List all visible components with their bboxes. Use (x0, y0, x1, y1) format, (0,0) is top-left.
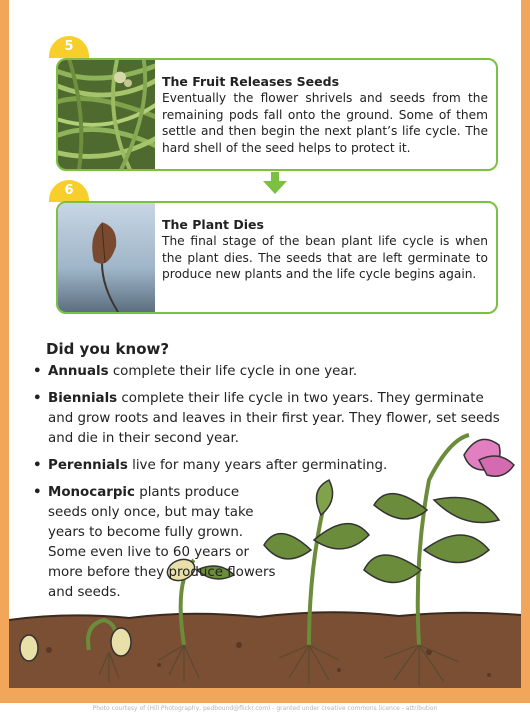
step-title: The Fruit Releases Seeds (162, 74, 340, 89)
fact-term: Annuals (48, 364, 109, 379)
step-title: The Plant Dies (162, 217, 264, 232)
fact-term: Monocarpic (48, 485, 135, 500)
list-item (33, 483, 278, 603)
list-item (33, 362, 513, 382)
green-bean-pods-photo (58, 60, 155, 169)
fact-term: Perennials (48, 458, 128, 473)
step-number-badge: 5 (49, 36, 89, 58)
step-description: Eventually the flower shrivels and seeds from the remaining pods fall onto the ground. Some of them settle and then begin the next plant’s life cycle. The hard shell of the seed helps to protect it. (162, 91, 488, 155)
step-card-plant-dies (56, 201, 498, 314)
step-card-fruit-releases-seeds (56, 58, 498, 171)
fact-term: Biennials (48, 391, 118, 406)
fact-text: live for many years after germinating. (127, 458, 388, 473)
list-item (33, 389, 513, 449)
fact-text: complete their life cycle in two years. They germinate and grow roots and leaves in their first year. They flower, set seeds and die in their second year. (48, 391, 500, 446)
page-content (9, 0, 521, 688)
did-you-know-heading: Did you know? (46, 340, 170, 358)
dead-leaf-photo (58, 203, 155, 312)
down-arrow-icon (261, 172, 289, 196)
step-number-badge: 6 (49, 180, 89, 202)
fact-text: plants produce seeds only once, but may take years to become fully grown. Some even live to 60 years or more before they produce flowers and seeds. (48, 485, 276, 600)
fact-text: complete their life cycle in one year. (108, 364, 358, 379)
photo-credit: Photo courtesy of (Hill Photography, pedbound@flickr.com) - granted under creative commons licence - attribution (92, 705, 438, 712)
list-item (33, 456, 513, 476)
step-description: The final stage of the bean plant life cycle is when the plant dies. The seeds that are left germinate to produce new plants and the life cycle begins again. (162, 234, 488, 281)
did-you-know-list (33, 362, 513, 610)
